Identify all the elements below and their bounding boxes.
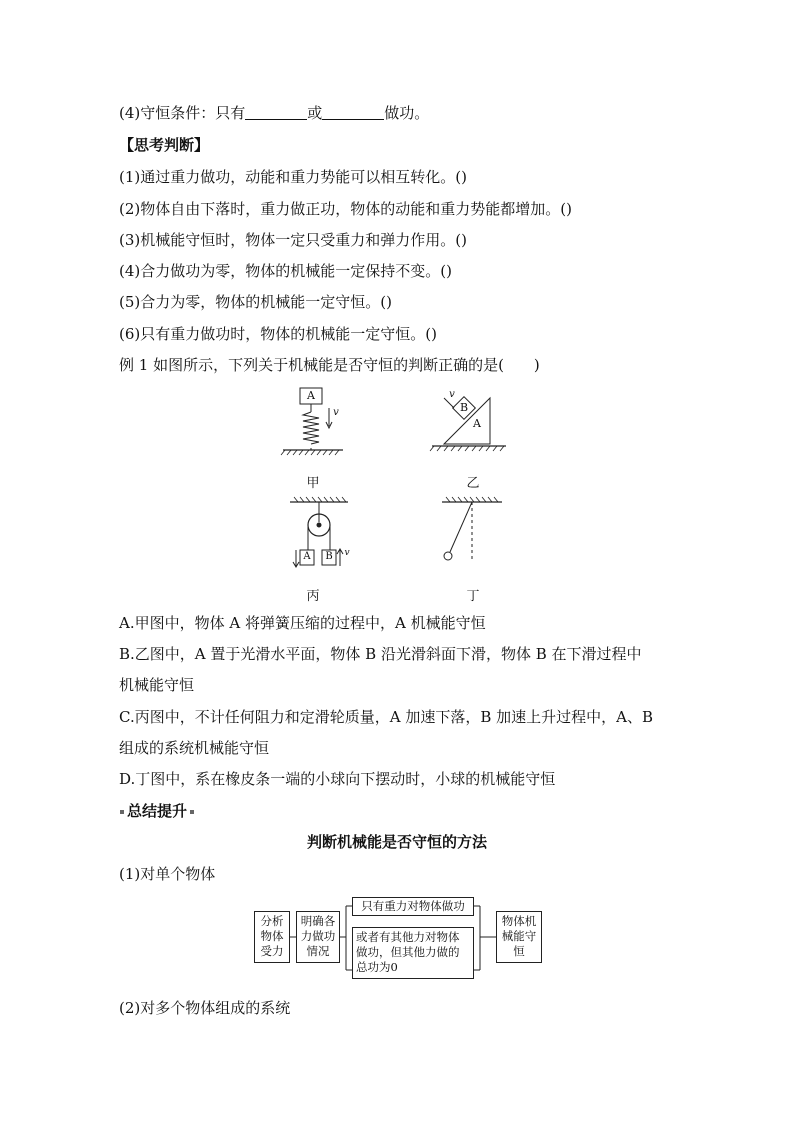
condition-middle: 或 — [307, 104, 323, 122]
incline-a-label: A — [473, 417, 481, 430]
judge-item-5: (5)合力为零，物体的机械能一定守恒。() — [119, 293, 392, 311]
figure-label-yi: 乙 — [466, 476, 480, 491]
option-b-line2: 机械能守恒 — [119, 676, 195, 694]
option-a: A.甲图中，物体 A 将弹簧压缩的过程中，A 机械能守恒 — [119, 614, 486, 632]
figure-label-jia: 甲 — [306, 476, 320, 491]
flow-box-other-forces: 或者有其他力对物体做功，但其他力做的总功为0 — [352, 927, 474, 979]
velocity-label-jia: v — [333, 407, 339, 418]
option-c-line2: 组成的系统机械能守恒 — [119, 739, 270, 757]
block-b-label-yi: B — [459, 401, 469, 414]
summary-part2: (2)对多个物体组成的系统 — [119, 999, 291, 1017]
judge-item-3: (3)机械能守恒时，物体一定只受重力和弹力作用。() — [119, 231, 467, 249]
condition-suffix: 做功。 — [384, 104, 430, 122]
flow-box-analyze-force: 分析物体受力 — [254, 911, 290, 963]
flow-box-conserved: 物体机械能守恒 — [496, 911, 542, 963]
block-a-label-bing: A — [303, 551, 311, 562]
condition-prefix: (4)守恒条件：只有 — [119, 104, 246, 122]
judge-item-2: (2)物体自由下落时，重力做正功，物体的动能和重力势能都增加。() — [119, 200, 572, 218]
figure-label-bing: 丙 — [306, 589, 320, 604]
summary-title: 判断机械能是否守恒的方法 — [306, 833, 487, 851]
flow-box-work-status: 明确各力做功情况 — [296, 911, 340, 963]
block-b-label-bing: B — [325, 551, 333, 562]
judge-item-4: (4)合力做功为零，物体的机械能一定保持不变。() — [119, 262, 452, 280]
block-a-label-jia: A — [307, 389, 315, 402]
judge-item-1: (1)通过重力做功，动能和重力势能可以相互转化。() — [119, 168, 467, 186]
velocity-label-yi: v — [449, 389, 455, 400]
judge-item-6: (6)只有重力做功时，物体的机械能一定守恒。() — [119, 325, 437, 343]
option-d: D.丁图中，系在橡皮条一端的小球向下摆动时，小球的机械能守恒 — [119, 770, 556, 788]
think-judge-heading: 【思考判断】 — [119, 136, 210, 154]
option-c-line1: C.丙图中，不计任何阻力和定滑轮质量，A 加速下落，B 加速上升过程中，A、B — [119, 708, 653, 726]
figure-label-ding: 丁 — [466, 589, 480, 604]
velocity-label-bing: v — [344, 548, 350, 558]
flow-box-only-gravity: 只有重力对物体做功 — [352, 897, 474, 916]
example-stem: 例 1 如图所示，下列关于机械能是否守恒的判断正确的是( ) — [119, 356, 540, 374]
option-b-line1: B.乙图中，A 置于光滑水平面，物体 B 沿光滑斜面下滑，物体 B 在下滑过程中 — [119, 645, 642, 663]
summary-part1: (1)对单个物体 — [119, 865, 216, 883]
summary-label-text: 总结提升 — [127, 802, 188, 820]
